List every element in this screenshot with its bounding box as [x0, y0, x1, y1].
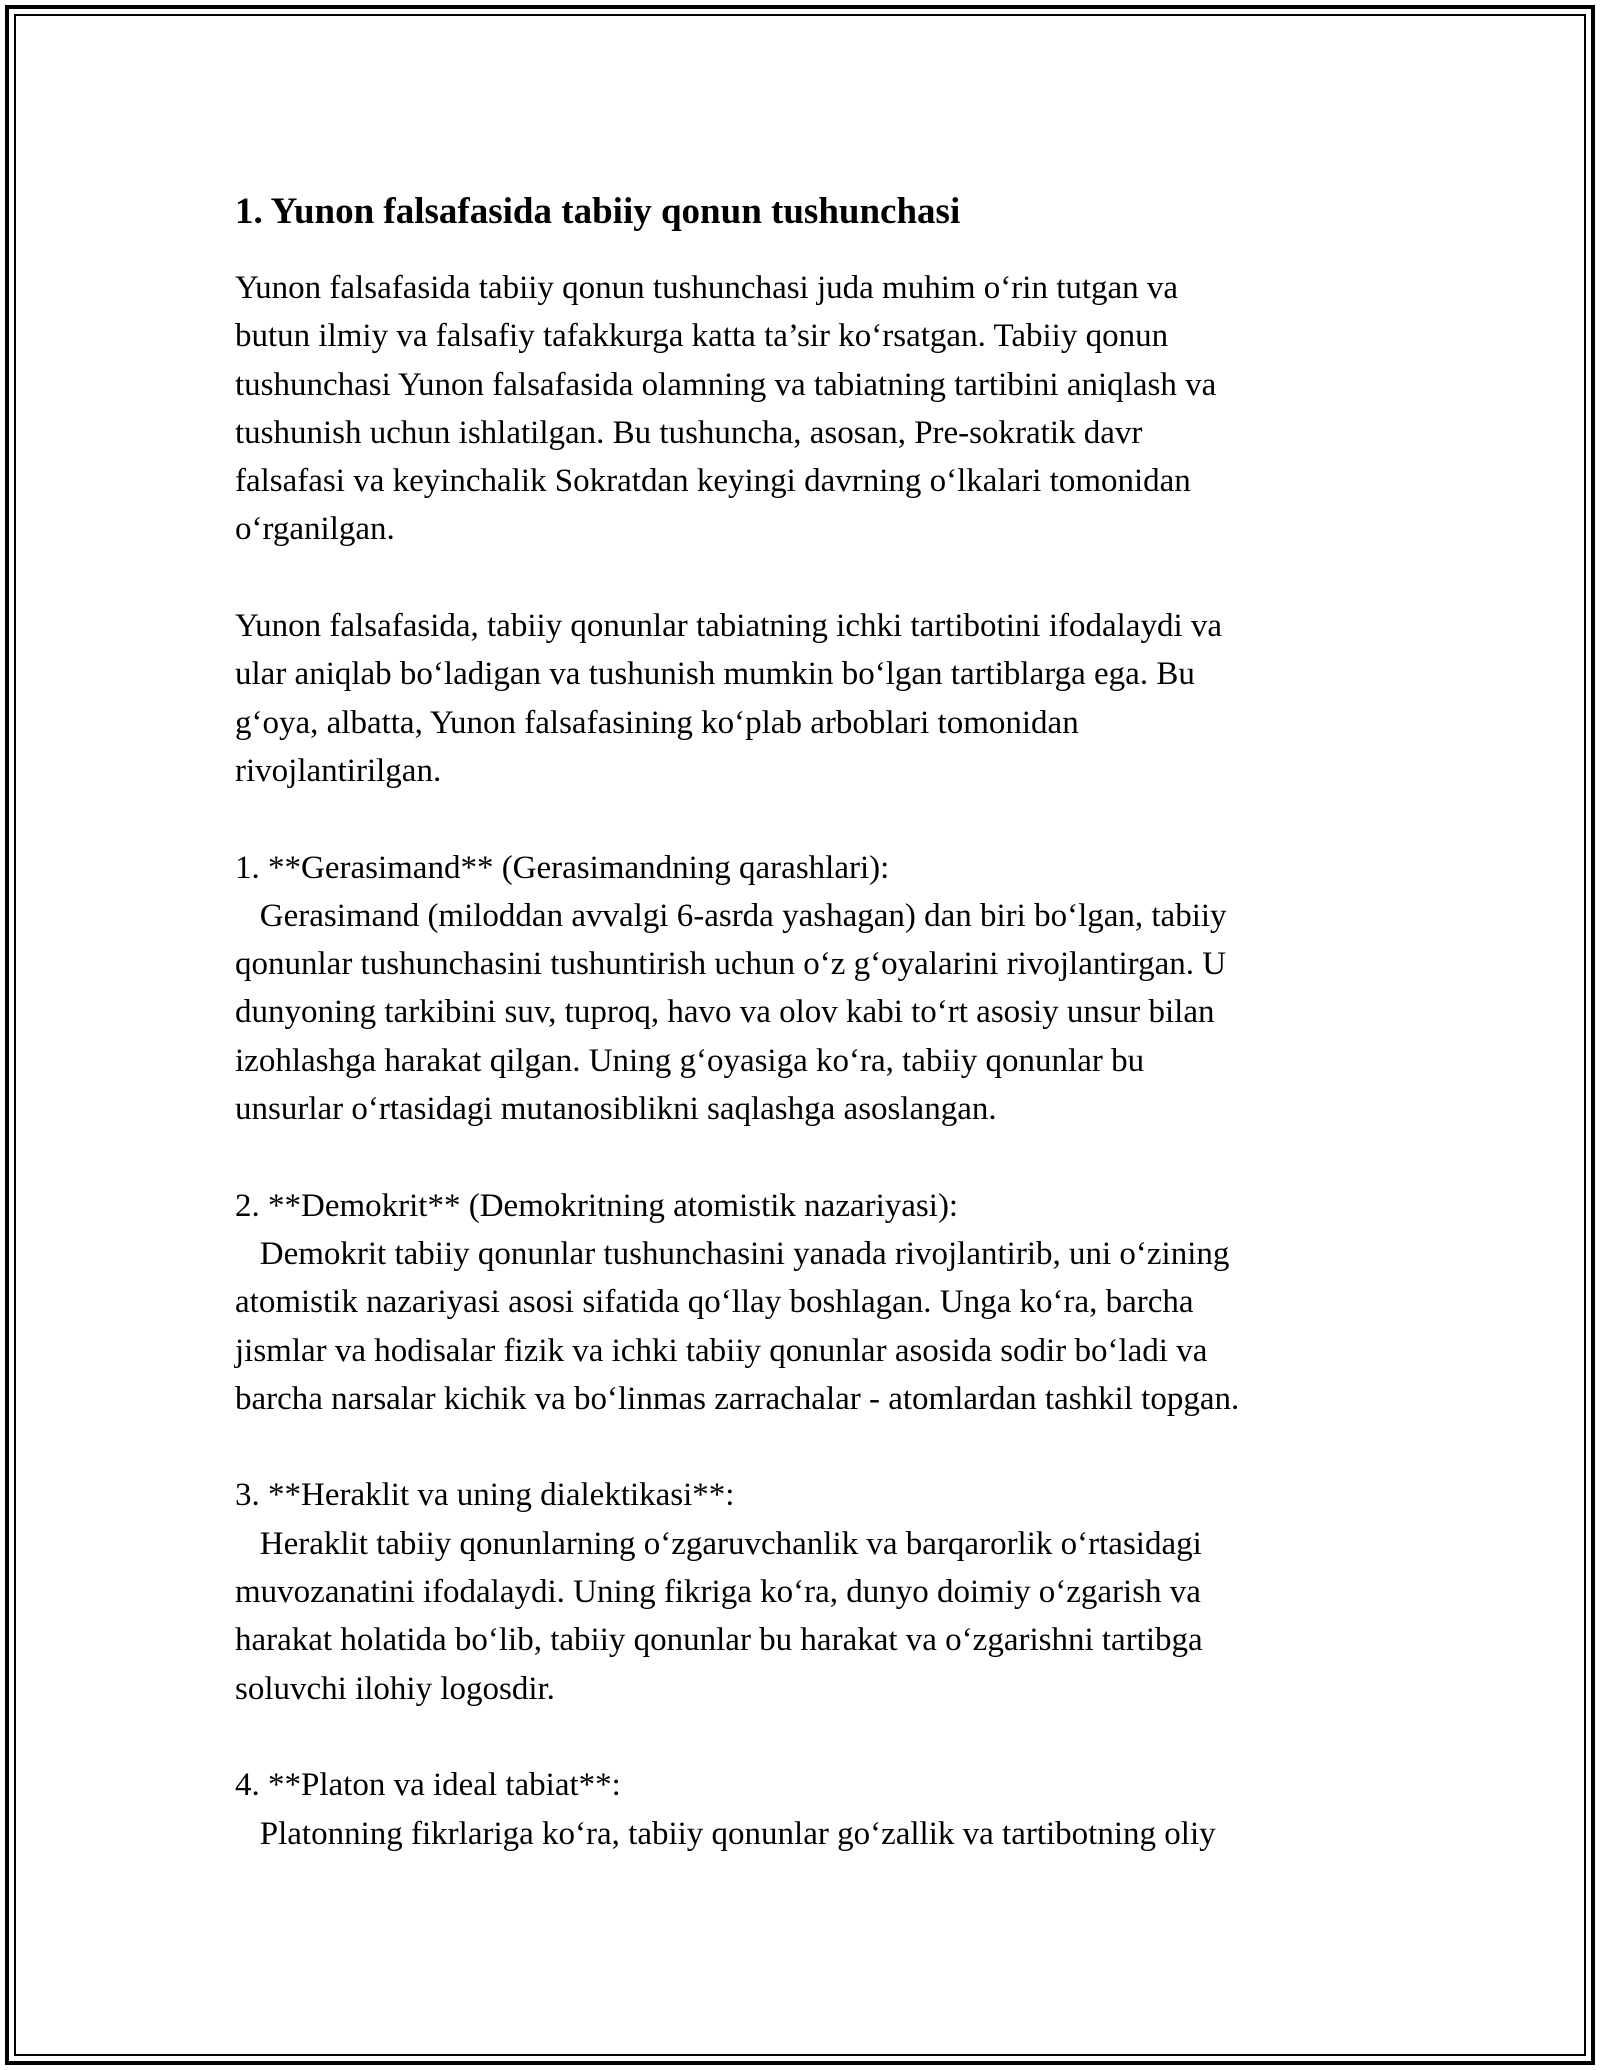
text-line: falsafasi va keyinchalik Sokratdan keyingi davrning o‘lkalari tomonidan — [235, 463, 1191, 500]
list-item-heading: 2. **Demokrit** (Demokritning atomistik nazariyasi): — [235, 1187, 959, 1224]
text-line: Yunon falsafasida, tabiiy qonunlar tabiatning ichki tartibotini ifodalaydi va — [235, 608, 1223, 645]
text-line: Yunon falsafasida tabiiy qonun tushunchasi juda muhim o‘rin tutgan va — [235, 270, 1179, 306]
text-line: Gerasimand (miloddan avvalgi 6-asrda yashagan) dan biri bo‘lgan, tabiiy — [235, 897, 1227, 934]
paragraph-spacer — [235, 1713, 1370, 1761]
list-item-heading: 4. **Platon va ideal tabiat**: — [235, 1767, 621, 1804]
document-title: 1. Yunon falsafasida tabiiy qonun tushunchasi — [235, 191, 961, 232]
paragraph-intro — [235, 264, 1370, 554]
paragraph-natural-laws — [235, 602, 1370, 795]
text-line: unsurlar o‘rtasidagi mutanosiblikni saqlashga asoslangan. — [235, 1091, 997, 1128]
text-line: atomistik nazariyasi asosi sifatida qo‘llay boshlagan. Unga ko‘ra, barcha — [235, 1284, 1194, 1321]
text-line: Heraklit tabiiy qonunlarning o‘zgaruvchanlik va barqarorlik o‘rtasidagi — [235, 1525, 1202, 1562]
paragraph-spacer — [235, 1423, 1370, 1471]
paragraph-spacer — [235, 795, 1370, 843]
text-line: dunyoning tarkibini suv, tuproq, havo va olov kabi to‘rt asosiy unsur bilan — [235, 994, 1215, 1031]
text-line: ular aniqlab bo‘ladigan va tushunish mumkin bo‘lgan tartiblarga ega. Bu — [235, 656, 1195, 693]
text-line: barcha narsalar kichik va bo‘linmas zarrachalar - atomlardan tashkil topgan. — [235, 1380, 1240, 1417]
list-item-heading: 1. **Gerasimand** (Gerasimandning qarashlari): — [235, 849, 890, 886]
text-line: tushunchasi Yunon falsafasida olamning va tabiatning tartibini aniqlash va — [235, 366, 1217, 403]
text-line: o‘rganilgan. — [235, 511, 395, 548]
text-line: izohlashga harakat qilgan. Uning g‘oyasiga ko‘ra, tabiiy qonunlar bu — [235, 1042, 1145, 1079]
text-line: Platonning fikrlariga ko‘ra, tabiiy qonunlar go‘zallik va tartibotning oliy — [235, 1815, 1216, 1852]
text-line: g‘oya, albatta, Yunon falsafasining ko‘plab arboblari tomonidan — [235, 704, 1079, 741]
text-line: soluvchi ilohiy logosdir. — [235, 1670, 555, 1707]
text-line: Demokrit tabiiy qonunlar tushunchasini yanada rivojlantirib, uni o‘zining — [235, 1235, 1230, 1272]
document-body — [235, 186, 1370, 1858]
text-line: muvozanatini ifodalaydi. Uning fikriga ko‘ra, dunyo doimiy o‘zgarish va — [235, 1574, 1201, 1611]
text-line: tushunish uchun ishlatilgan. Bu tushuncha, asosan, Pre-sokratik davr — [235, 414, 1143, 451]
text-line: rivojlantirilgan. — [235, 752, 442, 789]
paragraph-spacer — [235, 554, 1370, 602]
text-line: harakat holatida bo‘lib, tabiiy qonunlar bu harakat va o‘zgarishni tartibga — [235, 1622, 1203, 1659]
paragraph-spacer — [235, 1133, 1370, 1181]
list-item-gerasimand — [235, 844, 1370, 1134]
list-item-demokrit — [235, 1182, 1370, 1423]
text-line: qonunlar tushunchasini tushuntirish uchun o‘z g‘oyalarini rivojlantirgan. U — [235, 946, 1227, 983]
text-line: jismlar va hodisalar fizik va ichki tabiiy qonunlar asosida sodir bo‘ladi va — [235, 1332, 1208, 1369]
list-item-platon — [235, 1761, 1370, 1858]
list-item-heraklit — [235, 1471, 1370, 1712]
list-item-heading: 3. **Heraklit va uning dialektikasi**: — [235, 1477, 735, 1514]
text-line: butun ilmiy va falsafiy tafakkurga katta ta’sir ko‘rsatgan. Tabiiy qonun — [235, 318, 1169, 355]
